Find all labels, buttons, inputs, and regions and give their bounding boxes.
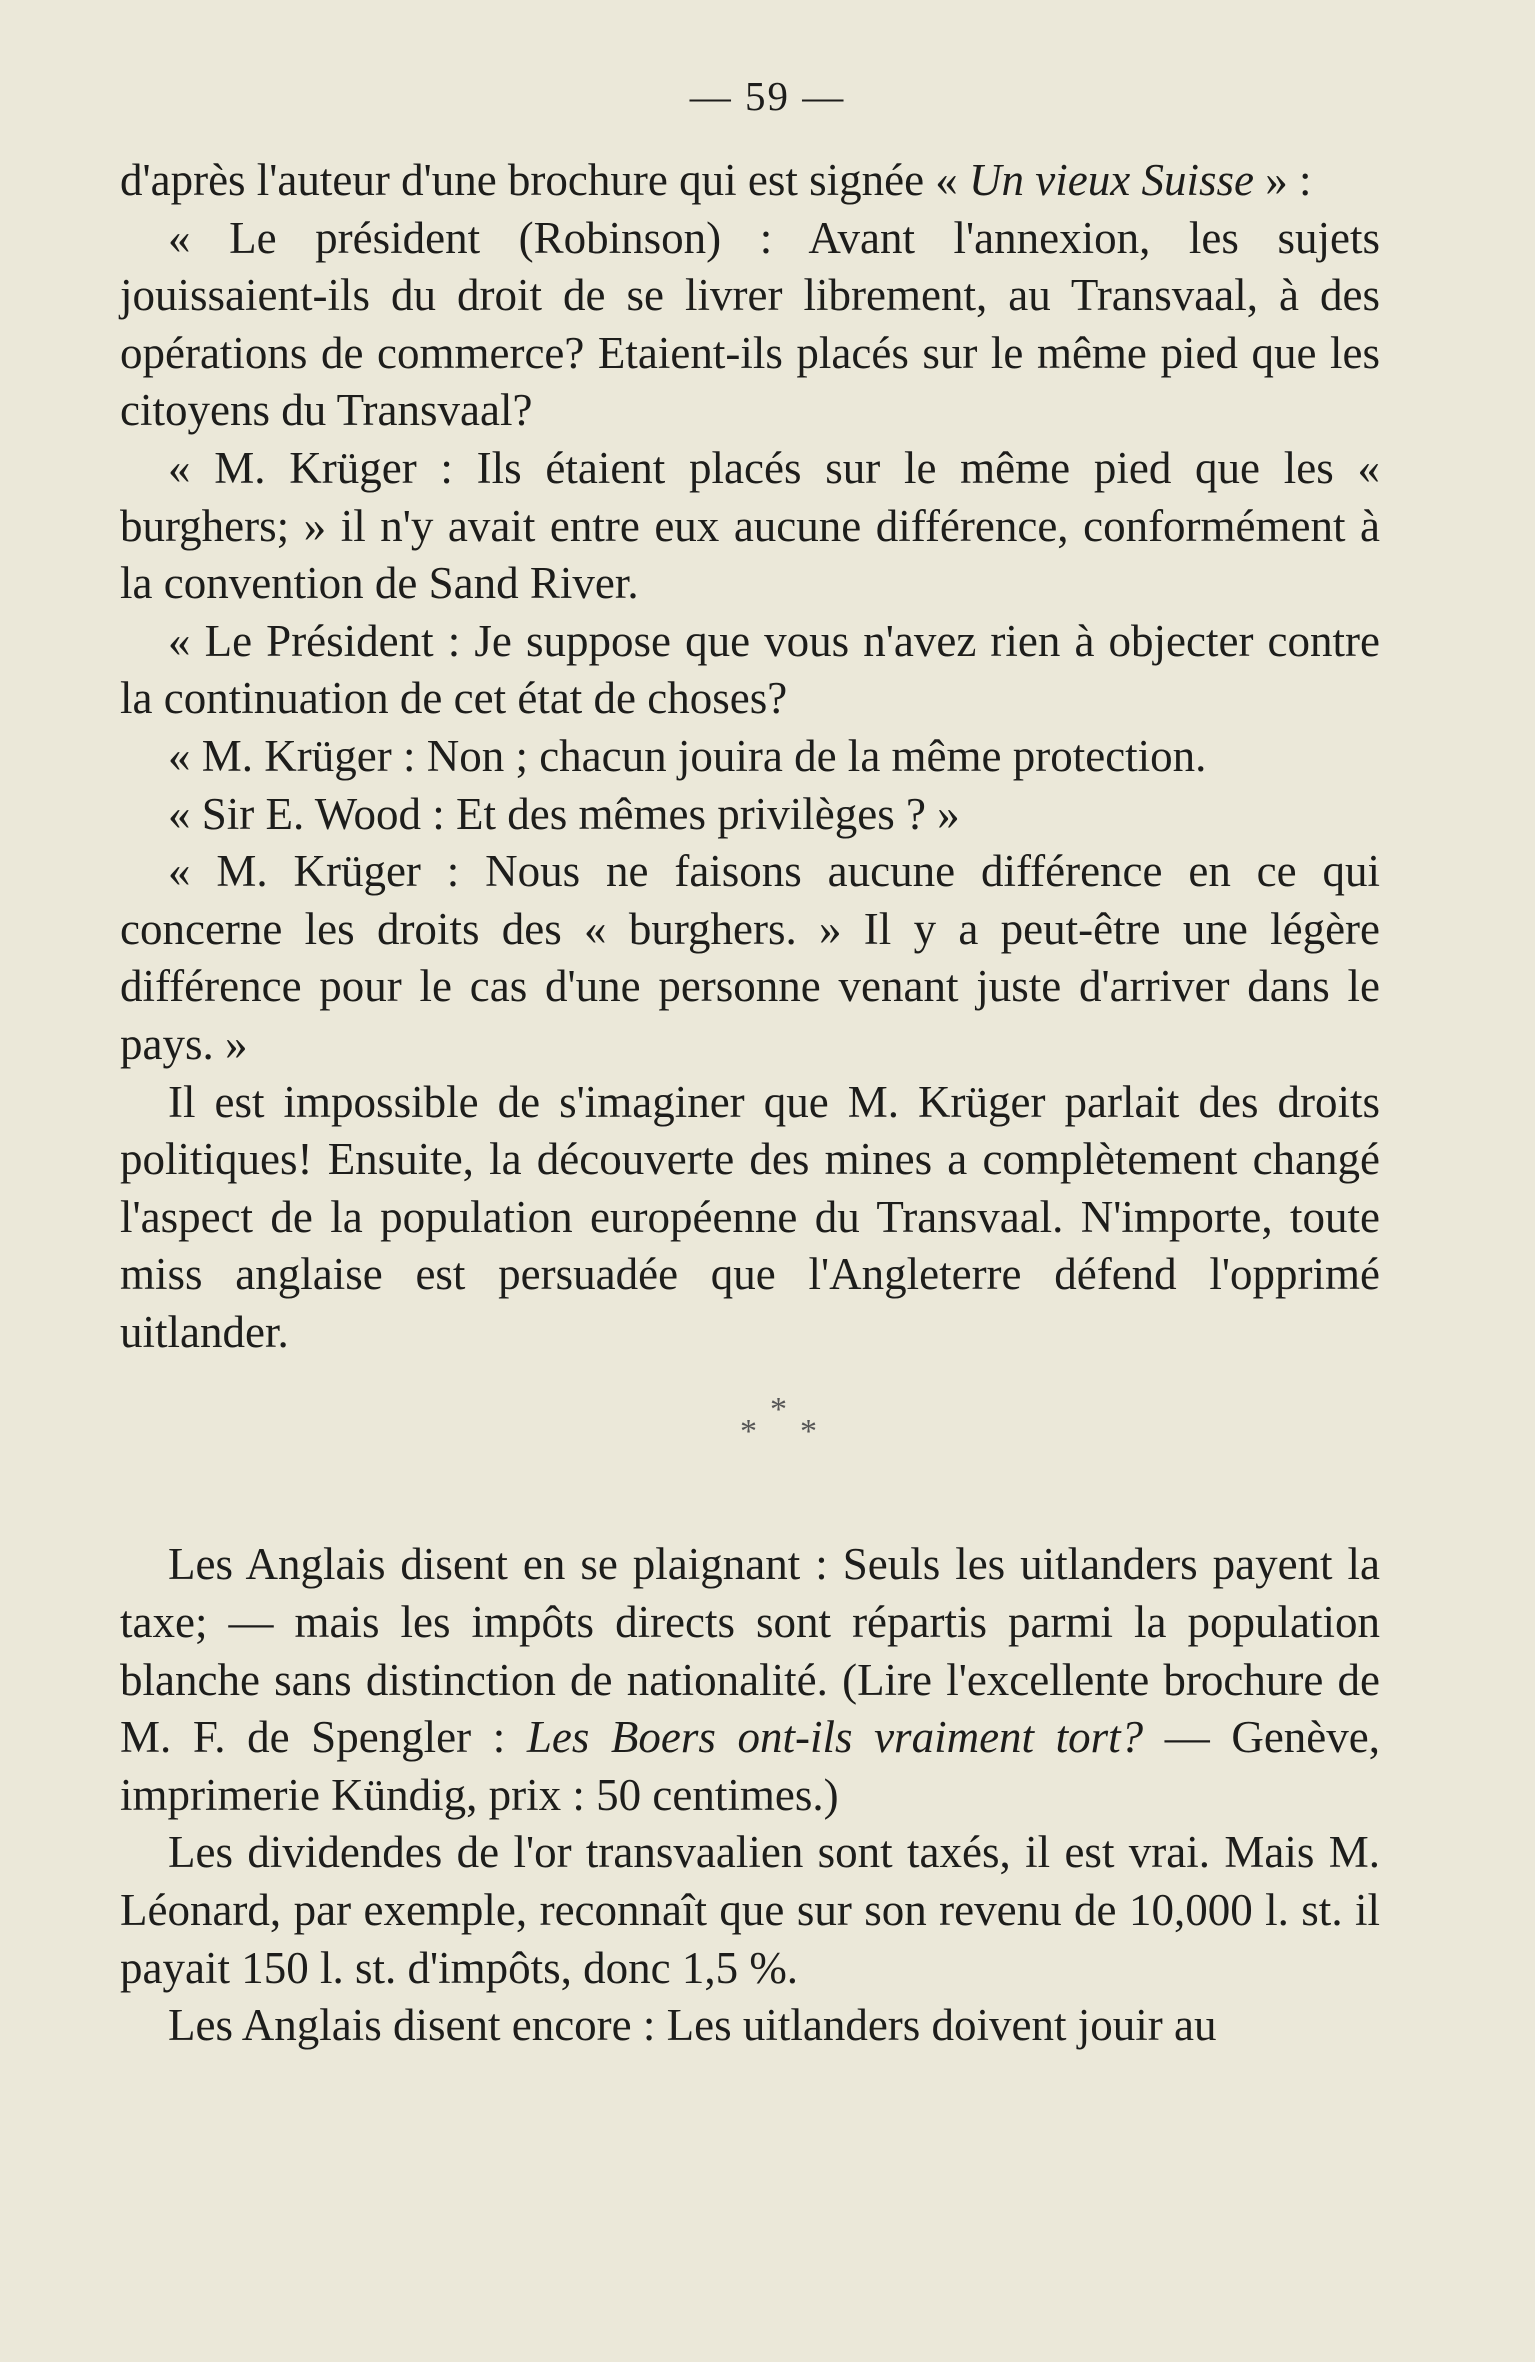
text-run: « M. Krüger : Ils étaient placés sur le même pied que les « burghers; » il n'y avait entre eux aucune différence, conformément à la convention de Sand River. <box>120 442 1380 609</box>
text-run: Les Anglais disent encore : Les uitlanders doivent jouir au <box>168 2000 1217 2051</box>
paragraph <box>120 1074 1380 1362</box>
italic-text: Un vieux Suisse <box>969 155 1254 205</box>
text-run: « M. Krüger : Nous ne faisons aucune différence en ce qui concerne les droits des « burghers. » Il y a peut-être une légère différence pour le cas d'une personne venant juste d'arriver dans le pays. » <box>120 846 1380 1069</box>
paragraph <box>120 1997 1380 2055</box>
paragraph <box>120 728 1380 786</box>
asterisk-right: * <box>800 1413 817 1451</box>
section-bottom <box>120 1536 1380 2054</box>
paragraph <box>120 1536 1380 1824</box>
text-run: — Genève, imprimerie Kündig, prix : 50 centimes.) <box>120 1712 1380 1820</box>
text-run: Les Anglais disent en se plaignant : Seuls les uitlanders payent la taxe; — mais les impôts directs sont répartis parmi la population blanche sans distinction de nationalité. (Lire l'excellente brochure de M. F. de Spengler : <box>120 1539 1380 1763</box>
asterisk-left: * <box>740 1413 757 1451</box>
body-text <box>120 152 1380 2055</box>
paragraph <box>120 843 1380 1073</box>
paragraph <box>120 1824 1380 1997</box>
paragraph <box>120 152 1380 210</box>
text-run: « Le président (Robinson) : Avant l'annexion, les sujets jouissaient-ils du droit de se livrer librement, au Transvaal, à des opérations de commerce? Etaient-ils placés sur le même pied que les citoyens du Transvaal? <box>120 212 1380 436</box>
page-number: — 59 — <box>689 73 846 119</box>
text-run: « Le Président : Je suppose que vous n'avez rien à objecter contre la continuation de cet état de choses? <box>120 615 1380 724</box>
paragraph <box>120 613 1380 728</box>
asterisk-top: * <box>770 1391 787 1429</box>
paragraph <box>120 210 1380 440</box>
text-run: Les dividendes de l'or transvaalien sont taxés, il est vrai. Mais M. Léonard, par exemple, reconnaît que sur son revenu de 10,000 l. st. il payait 150 l. st. d'impôts, donc 1,5 %. <box>120 1827 1380 1993</box>
italic-text: Les Boers ont-ils vraiment tort? <box>526 1712 1144 1763</box>
text-run: « M. Krüger : Non ; chacun jouira de la même protection. <box>168 730 1207 781</box>
text-run: » : <box>1253 155 1312 205</box>
section-top <box>120 152 1380 1361</box>
text-run: d'après l'auteur d'une brochure qui est signée « <box>120 155 970 205</box>
text-run: Il est impossible de s'imaginer que M. Krüger parlait des droits politiques! Ensuite, la découverte des mines a complètement changé l'aspect de la population européenne du Transvaal. N'importe, toute miss anglaise est persuadée que l'Angleterre défend l'opprimé uitlander. <box>120 1076 1380 1357</box>
text-run: « Sir E. Wood : Et des mêmes privilèges ? » <box>168 788 960 839</box>
paragraph <box>120 440 1380 613</box>
paragraph <box>120 786 1380 844</box>
section-separator <box>120 1361 1380 1536</box>
